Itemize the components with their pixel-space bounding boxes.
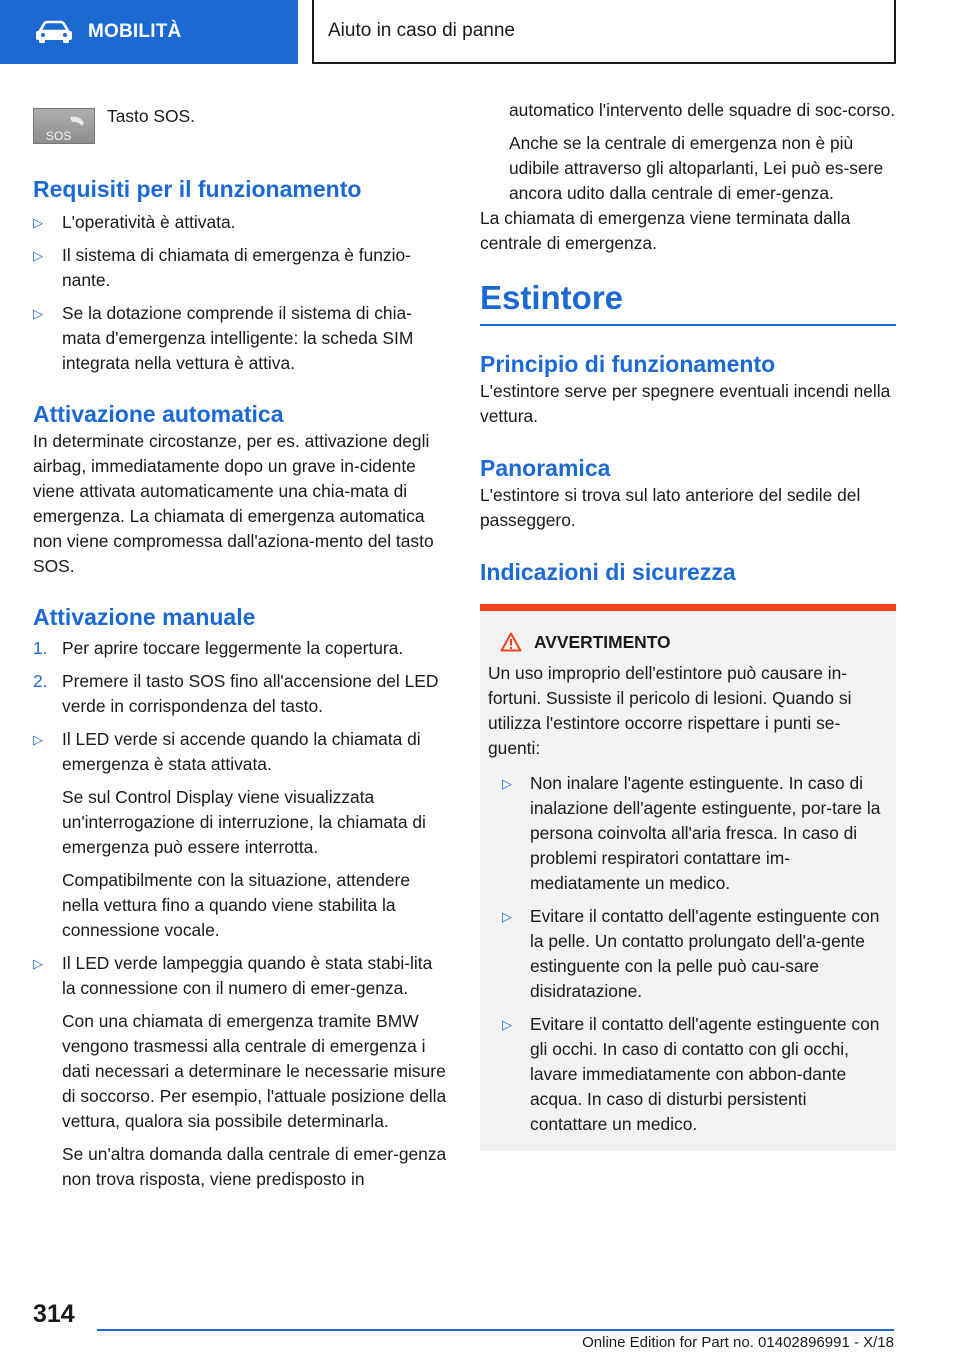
continued-text: automatico l'intervento delle squadre di soc-corso. bbox=[509, 100, 896, 120]
footer-rule bbox=[97, 1329, 894, 1331]
list-item: ▷ L'operatività è attivata. bbox=[33, 210, 448, 235]
sicurezza-heading: Indicazioni di sicurezza bbox=[480, 559, 736, 585]
footer-edition: Online Edition for Part no. 01402896991 - X/18 bbox=[582, 1334, 894, 1351]
step-item: 2. Premere il tasto SOS fino all'accensione del LED verde in corrispondenza del tasto. bbox=[33, 671, 439, 716]
auto-heading: Attivazione automatica bbox=[33, 401, 284, 427]
led2-note: Se un'altra domanda dalla centrale di emer-genza non trova risposta, viene predisposto in bbox=[62, 1144, 447, 1189]
heading-rule bbox=[480, 324, 896, 326]
panoramica-paragraph: L'estintore si trova sul lato anteriore del sedile del passeggero. bbox=[480, 485, 861, 530]
bullet-icon: ▷ bbox=[502, 776, 512, 791]
estintore-heading: Estintore bbox=[480, 279, 624, 316]
section-label: MOBILITÀ bbox=[88, 21, 182, 42]
section-tab[interactable] bbox=[0, 0, 298, 64]
warning-box bbox=[480, 604, 896, 1151]
end-paragraph: La chiamata di emergenza viene terminata dalla centrale di emergenza. bbox=[480, 208, 851, 253]
bullet-icon: ▷ bbox=[33, 956, 43, 971]
warning-item: ▷ Evitare il contatto dell'agente estinguente con gli occhi. In caso di contatto con gli occhi, lavare immediatamente con abbon-dante acqua. In caso di disturbi persistenti contattare un medico. bbox=[502, 1014, 880, 1134]
bullet-icon: ▷ bbox=[33, 248, 43, 263]
warning-item: ▷ Evitare il contatto dell'agente estinguente con la pelle. Un contatto prolungato dell'a-gente estinguente con la pelle può cau-sare disidratazione. bbox=[502, 906, 880, 1001]
led2-note: Con una chiamata di emergenza tramite BMW vengono trasmessi alla centrale di emergenza i dati necessari a determinare le necessarie misure di soccorso. Per esempio, l'attuale posizione della vettura, qualora sia possibile determinarla. bbox=[62, 1011, 447, 1131]
principio-heading: Principio di funzionamento bbox=[480, 351, 776, 377]
sos-icon-label: SOS bbox=[46, 129, 72, 143]
list-item: ▷ Il LED verde lampeggia quando è stata stabi-lita la connessione con il numero di emer-genza. bbox=[33, 953, 433, 998]
sos-button-icon bbox=[33, 108, 95, 144]
step-number: 1. bbox=[33, 638, 48, 658]
chapter-title: Aiuto in caso di panne bbox=[312, 0, 896, 64]
list-item: ▷ Il LED verde si accende quando la chiamata di emergenza è stata attivata. bbox=[33, 729, 421, 774]
led1-note: Se sul Control Display viene visualizzata un'interrogazione di interruzione, la chiamata di emergenza può essere interrotta. bbox=[62, 787, 426, 857]
bullet-icon: ▷ bbox=[33, 732, 43, 747]
continued-text: Anche se la centrale di emergenza non è più udibile attraverso gli altoparlanti, Lei può es-sere ancora udito dalla centrale di emer-genza. bbox=[509, 133, 884, 203]
warning-title bbox=[488, 627, 888, 657]
step-number: 2. bbox=[33, 671, 48, 691]
manual-heading: Attivazione manuale bbox=[33, 604, 256, 630]
sos-caption: Tasto SOS. bbox=[107, 106, 195, 126]
auto-paragraph: In determinate circostanze, per es. attivazione degli airbag, immediatamente dopo un grave in-cidente viene attivata automaticamente una chia-mata di emergenza. La chiamata di emergenza automatica non viene compromessa dall'aziona-mento del tasto SOS. bbox=[33, 431, 434, 576]
car-icon bbox=[34, 20, 74, 44]
principio-paragraph: L'estintore serve per spegnere eventuali incendi nella vettura. bbox=[480, 381, 891, 426]
page-number: 314 bbox=[33, 1300, 75, 1328]
panoramica-heading: Panoramica bbox=[480, 455, 611, 481]
bullet-icon: ▷ bbox=[502, 909, 512, 924]
bullet-icon: ▷ bbox=[33, 215, 43, 230]
warning-text: Un uso improprio dell'estintore può causare in-fortuni. Sussiste il pericolo di lesioni. Quando si utilizza l'estintore occorre rispettare i punti se-guenti: bbox=[488, 663, 852, 758]
list-item: ▷ Se la dotazione comprende il sistema di chia-mata d'emergenza intelligente: la scheda SIM integrata nella vettura è attiva. bbox=[33, 303, 414, 373]
warning-item: ▷ Non inalare l'agente estinguente. In caso di inalazione dell'agente estinguente, por-tare la persona coinvolta all'aria fresca. In caso di problemi respiratori contattare im-mediatamente un medico. bbox=[502, 773, 881, 893]
step-item: 1. Per aprire toccare leggermente la copertura. bbox=[33, 636, 448, 661]
warning-icon bbox=[500, 632, 522, 652]
led1-note: Compatibilmente con la situazione, attendere nella vettura fino a quando viene stabilita la connessione vocale. bbox=[62, 870, 411, 940]
left-column bbox=[33, 98, 448, 1192]
sos-row bbox=[33, 98, 448, 154]
bullet-icon: ▷ bbox=[502, 1017, 512, 1032]
warning-title-text: AVVERTIMENTO bbox=[534, 631, 671, 652]
list-item: ▷ Il sistema di chiamata di emergenza è funzio-nante. bbox=[33, 245, 411, 290]
right-column bbox=[480, 98, 896, 1151]
req-heading: Requisiti per il funzionamento bbox=[33, 176, 362, 202]
bullet-icon: ▷ bbox=[33, 306, 43, 321]
